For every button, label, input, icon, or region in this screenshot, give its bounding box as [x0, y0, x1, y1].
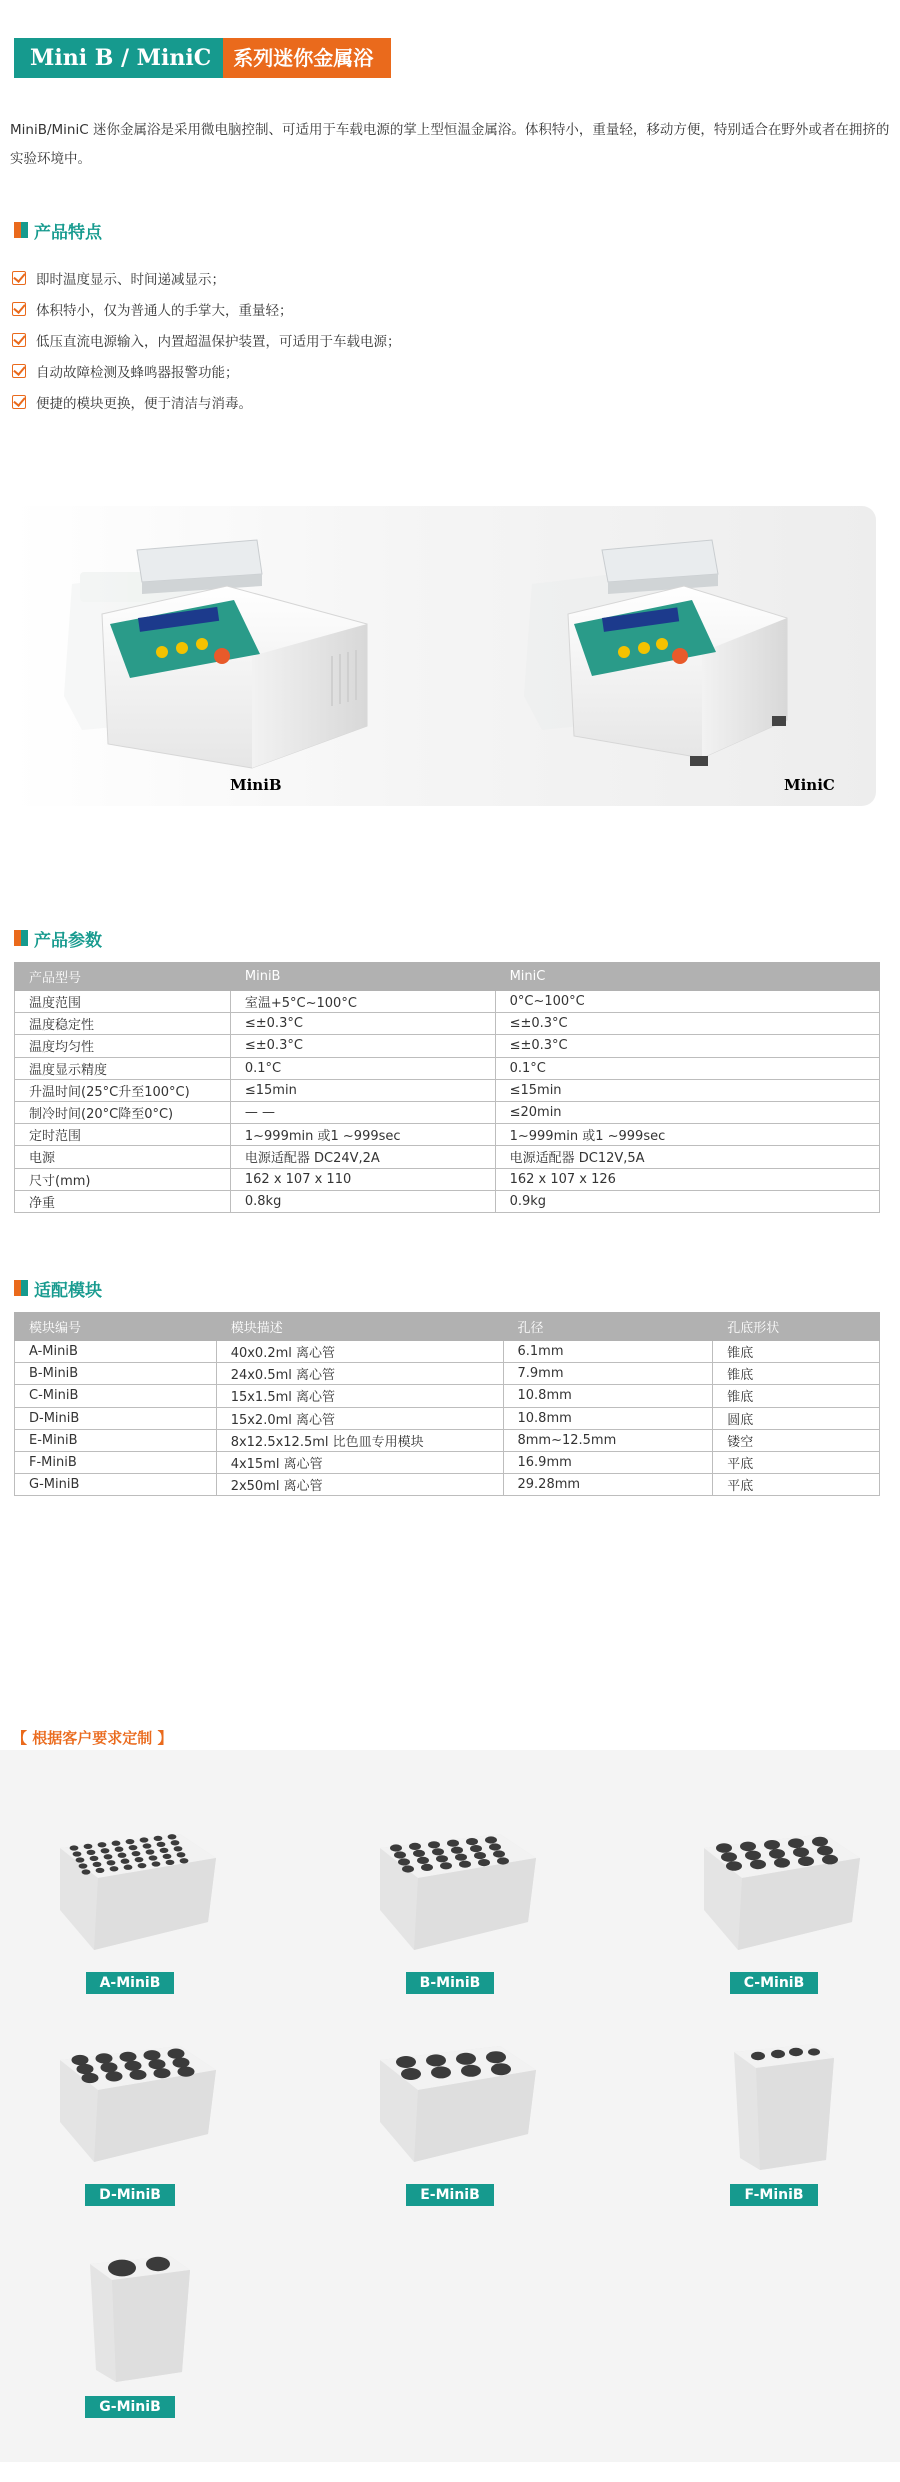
block-label: E-MiniB	[406, 2184, 494, 2206]
hole-icon	[132, 1851, 141, 1856]
block-label: C-MiniB	[730, 1972, 819, 1994]
table-cell: 定时范围	[15, 1124, 231, 1146]
table-row	[15, 1124, 880, 1146]
device-label-minic: MiniC	[784, 776, 835, 794]
hole-icon	[466, 1838, 478, 1845]
table-row	[15, 1168, 880, 1190]
table-cell: ≤±0.3°C	[230, 1013, 495, 1035]
checkbox-icon	[12, 364, 26, 378]
hole-icon	[171, 1840, 180, 1845]
table-row	[15, 1363, 880, 1385]
table-cell: D-MiniB	[15, 1407, 217, 1429]
section-marker-icon	[14, 930, 28, 946]
hole-icon	[126, 1839, 135, 1844]
table-cell: 1~999min 或1 ~999sec	[495, 1124, 879, 1146]
table-row	[15, 1385, 880, 1407]
hole-icon	[436, 1855, 448, 1862]
table-cell: 室温+5°C~100°C	[230, 991, 495, 1013]
table-cell: ≤±0.3°C	[495, 1035, 879, 1057]
hole-icon	[77, 2064, 94, 2074]
table-cell: A-MiniB	[15, 1341, 217, 1363]
hole-icon	[812, 1837, 828, 1847]
table-row	[15, 1035, 880, 1057]
devices-illustration	[12, 506, 876, 806]
hole-icon	[478, 1859, 490, 1866]
table-cell: 温度显示精度	[15, 1057, 231, 1079]
checkbox-icon	[12, 271, 26, 285]
hole-icon	[143, 1843, 152, 1848]
table-header-row	[15, 963, 880, 991]
table-cell: 6.1mm	[503, 1341, 713, 1363]
hole-icon	[93, 1862, 102, 1867]
table-cell: 净重	[15, 1190, 231, 1212]
table-row	[15, 1079, 880, 1101]
block-item-c	[674, 1818, 874, 1994]
table-cell: 温度稳定性	[15, 1013, 231, 1035]
table-cell: 7.9mm	[503, 1363, 713, 1385]
hole-icon	[764, 1840, 780, 1850]
column-header: 模块描述	[216, 1313, 503, 1341]
hole-icon	[168, 1834, 177, 1839]
hole-icon	[788, 1838, 804, 1848]
hole-icon	[73, 1851, 82, 1856]
table-cell: 升温时间(25°C升至100°C)	[15, 1079, 231, 1101]
hole-icon	[726, 1861, 742, 1871]
block-c-image	[674, 1818, 874, 1968]
hole-icon	[173, 2058, 190, 2068]
hole-icon	[771, 2050, 785, 2058]
list-item: 即时温度显示、时间递减显示；	[12, 262, 872, 293]
modules-table-body	[15, 1341, 880, 1496]
table-cell: 24x0.5ml 离心管	[216, 1363, 503, 1385]
table-cell: 8x12.5x12.5ml 比色皿专用模块	[216, 1429, 503, 1451]
hole-icon	[101, 1848, 110, 1853]
hole-icon	[417, 1857, 429, 1864]
feature-list	[12, 262, 872, 417]
hole-icon	[84, 1844, 93, 1849]
hole-icon	[90, 1856, 99, 1861]
hole-icon	[107, 1860, 116, 1865]
hole-icon	[432, 1848, 444, 1855]
hole-icon	[817, 1846, 833, 1856]
block-item-b	[350, 1818, 550, 1994]
table-cell: 4x15ml 离心管	[216, 1451, 503, 1473]
intro-text: MiniB/MiniC 迷你金属浴是采用微电脑控制、可适用于车载电源的掌上型恒温金属浴。体积特小，重量轻，移动方便，特别适合在野外或者在拥挤的实验环境中。	[10, 122, 890, 167]
hole-icon	[793, 1847, 809, 1857]
hole-icon	[82, 2073, 99, 2083]
hole-icon	[180, 1858, 189, 1863]
hole-icon	[149, 2059, 166, 2069]
product-photo	[12, 506, 876, 806]
table-cell: F-MiniB	[15, 1451, 217, 1473]
table-row	[15, 1146, 880, 1168]
table-cell: ≤±0.3°C	[230, 1035, 495, 1057]
table-header-row	[15, 1313, 880, 1341]
table-cell: 锥底	[713, 1341, 880, 1363]
hole-icon	[118, 1853, 127, 1858]
block-label: B-MiniB	[406, 1972, 495, 1994]
checkbox-icon	[12, 333, 26, 347]
hole-icon	[121, 1859, 130, 1864]
table-cell: G-MiniB	[15, 1474, 217, 1496]
hole-icon	[485, 1836, 497, 1843]
hole-icon	[428, 1841, 440, 1848]
hole-icon	[160, 1848, 169, 1853]
hole-icon	[87, 1850, 96, 1855]
table-cell: 尺寸(mm)	[15, 1168, 231, 1190]
table-cell: ≤15min	[495, 1079, 879, 1101]
hole-icon	[493, 1850, 505, 1857]
modules-table	[14, 1312, 880, 1496]
hole-icon	[76, 1857, 85, 1862]
table-cell: 电源适配器 DC12V,5A	[495, 1146, 879, 1168]
table-cell: 平底	[713, 1474, 880, 1496]
block-d-image	[30, 2030, 230, 2180]
hole-icon	[394, 1851, 406, 1858]
table-cell: 0.8kg	[230, 1190, 495, 1212]
table-cell: — —	[230, 1101, 495, 1123]
table-row	[15, 1101, 880, 1123]
hole-icon	[120, 2052, 137, 2062]
hole-icon	[154, 1836, 163, 1841]
hole-icon	[497, 1857, 509, 1864]
hole-icon	[110, 1866, 119, 1871]
hole-icon	[140, 1837, 149, 1842]
table-cell: C-MiniB	[15, 1385, 217, 1407]
table-cell: 1~999min 或1 ~999sec	[230, 1124, 495, 1146]
hole-icon	[135, 1857, 144, 1862]
list-item: 便捷的模块更换，便于清洁与消毒。	[12, 386, 872, 417]
hole-icon	[789, 2048, 803, 2056]
hole-icon	[459, 1861, 471, 1868]
table-row	[15, 1407, 880, 1429]
table-cell: 29.28mm	[503, 1474, 713, 1496]
features-heading	[14, 218, 102, 242]
hole-icon	[486, 2051, 506, 2063]
hole-icon	[716, 1843, 732, 1853]
table-cell: 电源	[15, 1146, 231, 1168]
block-item-f	[674, 2030, 874, 2206]
table-cell: 电源适配器 DC24V,2A	[230, 1146, 495, 1168]
hole-icon	[168, 2049, 185, 2059]
hole-icon	[129, 1845, 138, 1850]
hole-icon	[154, 2068, 171, 2078]
title-en: Mini B / MiniC	[14, 38, 223, 78]
block-g-image	[30, 2242, 230, 2392]
table-row	[15, 1190, 880, 1212]
hole-icon	[455, 1854, 467, 1861]
hole-icon	[146, 1849, 155, 1854]
table-cell: 圆底	[713, 1407, 880, 1429]
hole-icon	[174, 1846, 183, 1851]
table-cell: 温度均匀性	[15, 1035, 231, 1057]
hole-icon	[431, 2066, 451, 2078]
hole-icon	[421, 1864, 433, 1871]
hole-icon	[163, 1854, 172, 1859]
hole-icon	[178, 2067, 195, 2077]
checkbox-icon	[12, 395, 26, 409]
hole-icon	[769, 1849, 785, 1859]
table-cell: 15x1.5ml 离心管	[216, 1385, 503, 1407]
table-cell: 镂空	[713, 1429, 880, 1451]
hole-icon	[751, 2052, 765, 2060]
table-cell: 8mm~12.5mm	[503, 1429, 713, 1451]
hole-icon	[79, 1863, 88, 1868]
section-marker-icon	[14, 1280, 28, 1296]
hole-icon	[152, 1861, 161, 1866]
block-label: G-MiniB	[85, 2396, 174, 2418]
table-cell: 10.8mm	[503, 1385, 713, 1407]
table-row	[15, 1341, 880, 1363]
hole-icon	[745, 1851, 761, 1861]
column-header: 孔底形状	[713, 1313, 880, 1341]
column-header: MiniB	[230, 963, 495, 991]
hole-icon	[798, 1856, 814, 1866]
table-cell: E-MiniB	[15, 1429, 217, 1451]
params-title: 产品参数	[34, 930, 102, 951]
hole-icon	[138, 1863, 147, 1868]
table-cell: 10.8mm	[503, 1407, 713, 1429]
table-cell: 162 x 107 x 126	[495, 1168, 879, 1190]
list-item: 自动故障检测及蜂鸣器报警功能；	[12, 355, 872, 386]
block-f-image	[674, 2030, 874, 2180]
block-label: D-MiniB	[85, 2184, 175, 2206]
table-row	[15, 991, 880, 1013]
block-label: F-MiniB	[730, 2184, 817, 2206]
checkbox-icon	[12, 302, 26, 316]
hole-icon	[390, 1844, 402, 1851]
hole-icon	[740, 1842, 756, 1852]
hole-icon	[447, 1840, 459, 1847]
hole-icon	[808, 2048, 820, 2055]
block-e-image	[350, 2030, 550, 2180]
hole-icon	[398, 1858, 410, 1865]
hole-icon	[456, 2053, 476, 2065]
hole-icon	[112, 1841, 121, 1846]
hole-icon	[402, 1865, 414, 1872]
hole-icon	[396, 2056, 416, 2068]
custom-note: 【 根据客户要求定制 】	[12, 1729, 173, 1747]
table-row	[15, 1474, 880, 1496]
hole-icon	[115, 1847, 124, 1852]
hole-icon	[440, 1862, 452, 1869]
table-cell: ≤20min	[495, 1101, 879, 1123]
hole-icon	[413, 1850, 425, 1857]
table-cell: 16.9mm	[503, 1451, 713, 1473]
table-cell: 平底	[713, 1451, 880, 1473]
hole-icon	[474, 1852, 486, 1859]
hole-icon	[451, 1847, 463, 1854]
table-cell: ≤±0.3°C	[495, 1013, 879, 1035]
hole-icon	[774, 1858, 790, 1868]
list-item: 低压直流电源输入，内置超温保护装置，可适用于车载电源；	[12, 324, 872, 355]
title-banner	[14, 38, 391, 78]
section-marker-icon	[14, 222, 28, 238]
block-b-image	[350, 1818, 550, 1968]
hole-icon	[82, 1869, 91, 1874]
hole-icon	[157, 1842, 166, 1847]
column-header: 孔径	[503, 1313, 713, 1341]
modules-heading	[14, 1276, 102, 1300]
column-header: 产品型号	[15, 963, 231, 991]
table-row	[15, 1013, 880, 1035]
hole-icon	[125, 2061, 142, 2071]
hole-icon	[177, 1852, 186, 1857]
block-label: A-MiniB	[86, 1972, 175, 1994]
hole-icon	[426, 2054, 446, 2066]
hole-icon	[108, 2260, 136, 2277]
table-row	[15, 1451, 880, 1473]
hole-icon	[106, 2071, 123, 2081]
table-cell: 15x2.0ml 离心管	[216, 1407, 503, 1429]
hole-icon	[98, 1842, 107, 1847]
params-table-body	[15, 991, 880, 1213]
params-table	[14, 962, 880, 1213]
hole-icon	[149, 1855, 158, 1860]
table-cell: ≤15min	[230, 1079, 495, 1101]
hole-icon	[124, 1865, 133, 1870]
modules-title: 适配模块	[34, 1280, 102, 1301]
table-cell: 温度范围	[15, 991, 231, 1013]
params-heading	[14, 926, 102, 950]
hole-icon	[101, 2062, 118, 2072]
table-cell: 锥底	[713, 1363, 880, 1385]
hole-icon	[146, 2257, 170, 2271]
hole-icon	[721, 1852, 737, 1862]
hole-icon	[470, 1845, 482, 1852]
table-cell: 2x50ml 离心管	[216, 1474, 503, 1496]
table-cell: 锥底	[713, 1385, 880, 1407]
table-cell: 0.1°C	[495, 1057, 879, 1079]
hole-icon	[491, 2063, 511, 2075]
title-cn: 系列迷你金属浴	[223, 38, 391, 78]
hole-icon	[489, 1843, 501, 1850]
block-item-g	[30, 2242, 230, 2418]
table-cell: 制冷时间(20°C降至0°C)	[15, 1101, 231, 1123]
hole-icon	[409, 1843, 421, 1850]
block-a-image	[30, 1818, 230, 1968]
block-item-a	[30, 1818, 230, 1994]
features-title: 产品特点	[34, 222, 102, 243]
table-cell: B-MiniB	[15, 1363, 217, 1385]
hole-icon	[750, 1860, 766, 1870]
hole-icon	[401, 2068, 421, 2080]
table-row	[15, 1057, 880, 1079]
hole-icon	[166, 1860, 175, 1865]
column-header: MiniC	[495, 963, 879, 991]
hole-icon	[144, 2050, 161, 2060]
hole-icon	[72, 2055, 89, 2065]
hole-icon	[96, 1868, 105, 1873]
block-item-d	[30, 2030, 230, 2206]
list-item: 体积特小，仅为普通人的手掌大，重量轻；	[12, 293, 872, 324]
hole-icon	[70, 1845, 79, 1850]
hole-icon	[822, 1855, 838, 1865]
block-item-e	[350, 2030, 550, 2206]
hole-icon	[96, 2053, 113, 2063]
table-cell: 162 x 107 x 110	[230, 1168, 495, 1190]
table-cell: 0.9kg	[495, 1190, 879, 1212]
table-cell: 0.1°C	[230, 1057, 495, 1079]
table-cell: 0°C~100°C	[495, 991, 879, 1013]
table-cell: 40x0.2ml 离心管	[216, 1341, 503, 1363]
column-header: 模块编号	[15, 1313, 217, 1341]
hole-icon	[130, 2070, 147, 2080]
table-row	[15, 1429, 880, 1451]
device-label-minib: MiniB	[230, 776, 282, 794]
hole-icon	[104, 1854, 113, 1859]
hole-icon	[461, 2065, 481, 2077]
